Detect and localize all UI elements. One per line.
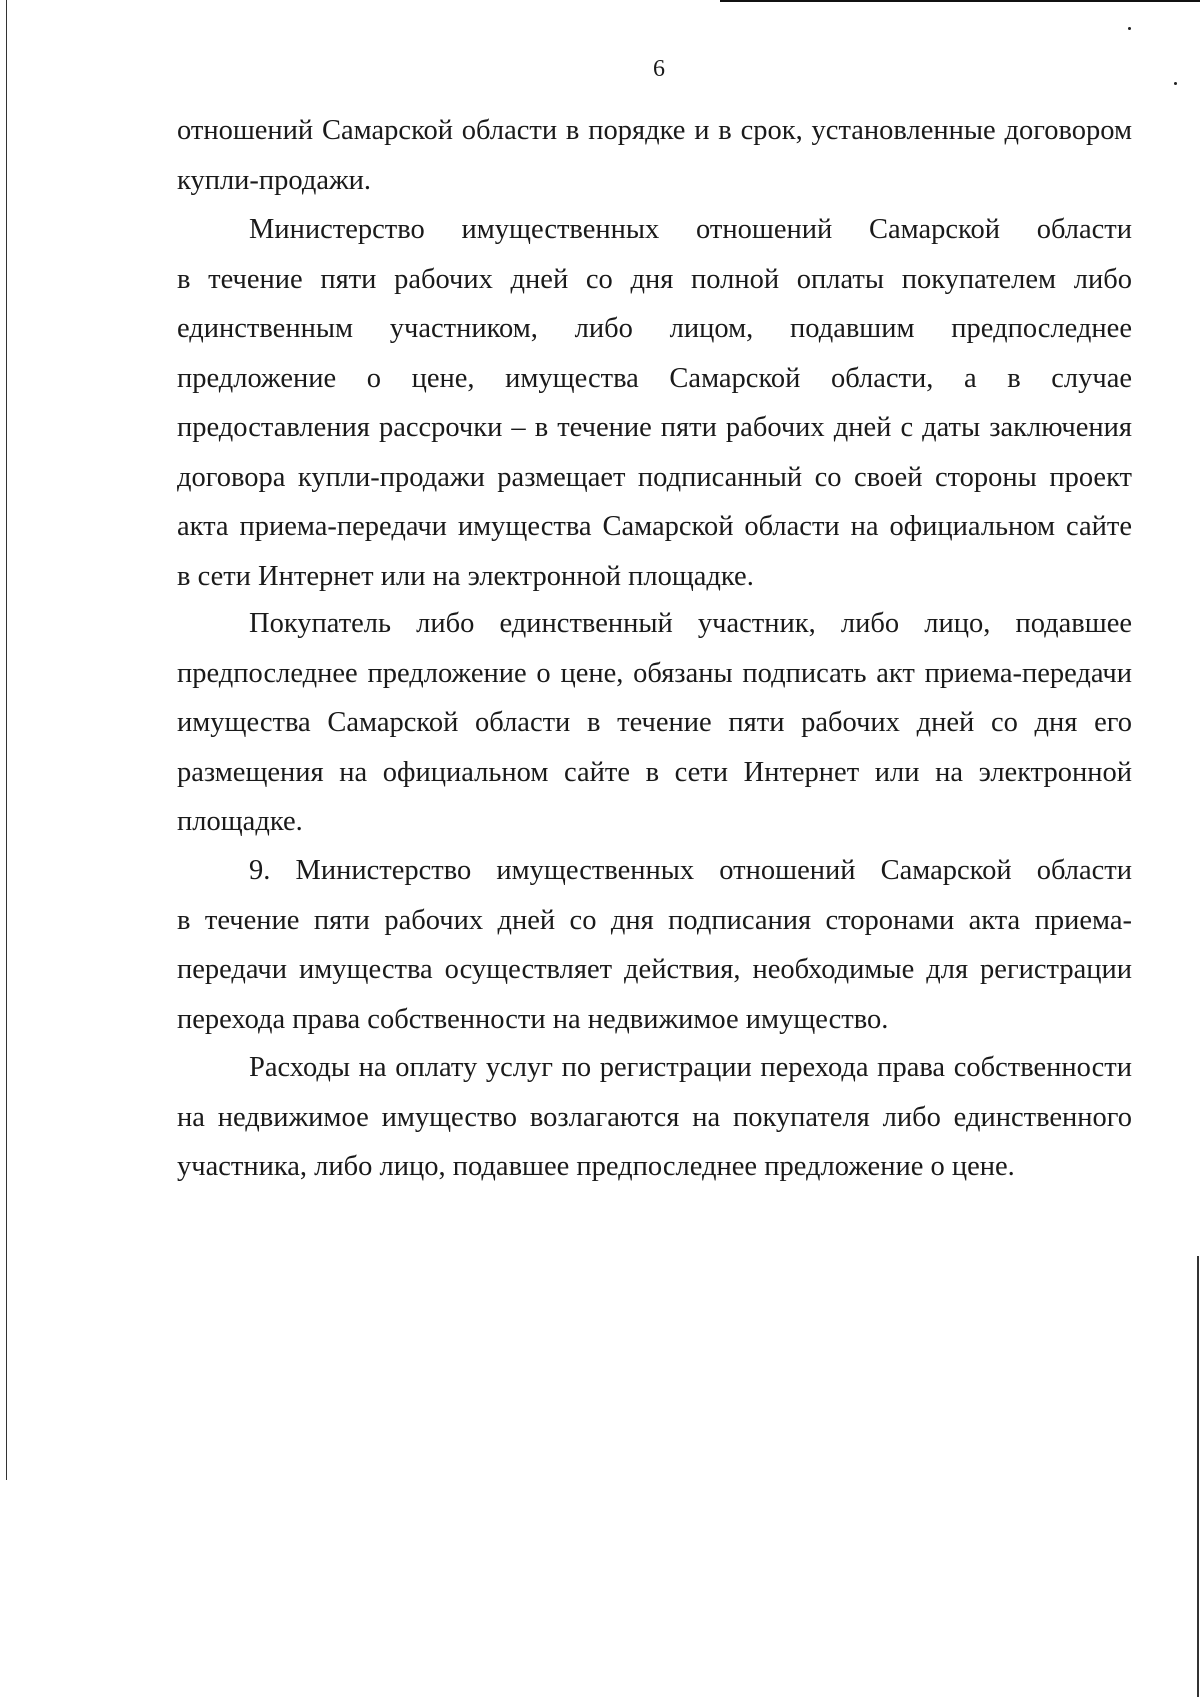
text-line: размещения на официальном сайте в сети Интернет или на электронной — [177, 756, 1132, 788]
text-line: Министерство имущественных отношений Самарской области — [249, 214, 1132, 245]
paragraph-3 — [177, 599, 1132, 847]
text-line: предложение о цене, имущества Самарской области, а в случае — [177, 362, 1132, 394]
text-line: Расходы на оплату услуг по регистрации перехода права собственности — [249, 1052, 1132, 1083]
text-line: 9. Министерство имущественных отношений Самарской области — [249, 855, 1132, 886]
text-line: площадке. — [177, 806, 303, 837]
text-line: в течение пяти рабочих дней со дня подписания сторонами акта приема- — [177, 904, 1132, 936]
text-line: единственным участником, либо лицом, подавшим предпоследнее — [177, 313, 1132, 344]
text-line: в сети Интернет или на электронной площадке. — [177, 560, 754, 592]
text-line: перехода права собственности на недвижимое имущество. — [177, 1003, 889, 1035]
scan-edge-left — [6, 0, 7, 1480]
scan-edge-top — [720, 0, 1200, 2]
text-line: имущества Самарской области в течение пяти рабочих дней со дня его — [177, 707, 1132, 738]
text-line: купли-продажи. — [177, 164, 372, 196]
paragraph-5 — [177, 1043, 1132, 1192]
text-line: договора купли-продажи размещает подписанный со своей стороны проект — [177, 461, 1132, 493]
scan-speck — [1128, 27, 1131, 30]
paragraph-4 — [177, 846, 1132, 1044]
text-line: отношений Самарской области в порядке и в срок, установленные договором — [177, 115, 1132, 146]
text-line: акта приема-передачи имущества Самарской области на официальном сайте — [177, 511, 1132, 542]
text-line: передачи имущества осуществляет действия, необходимые для регистрации — [177, 954, 1132, 985]
scan-edge-right — [1197, 1256, 1199, 1697]
page-number: 6 — [653, 56, 665, 82]
text-line: предпоследнее предложение о цене, обязаны подписать акт приема-передачи — [177, 657, 1132, 689]
paragraph-2 — [177, 205, 1132, 601]
text-line: участника, либо лицо, подавшее предпоследнее предложение о цене. — [177, 1151, 1015, 1182]
text-line: предоставления рассрочки – в течение пяти рабочих дней с даты заключения — [177, 412, 1132, 443]
text-line: Покупатель либо единственный участник, либо лицо, подавшее — [249, 608, 1132, 639]
paragraph-1 — [177, 106, 1132, 205]
text-line: в течение пяти рабочих дней со дня полной оплаты покупателем либо — [177, 263, 1132, 295]
text-line: на недвижимое имущество возлагаются на покупателя либо единственного — [177, 1101, 1132, 1133]
